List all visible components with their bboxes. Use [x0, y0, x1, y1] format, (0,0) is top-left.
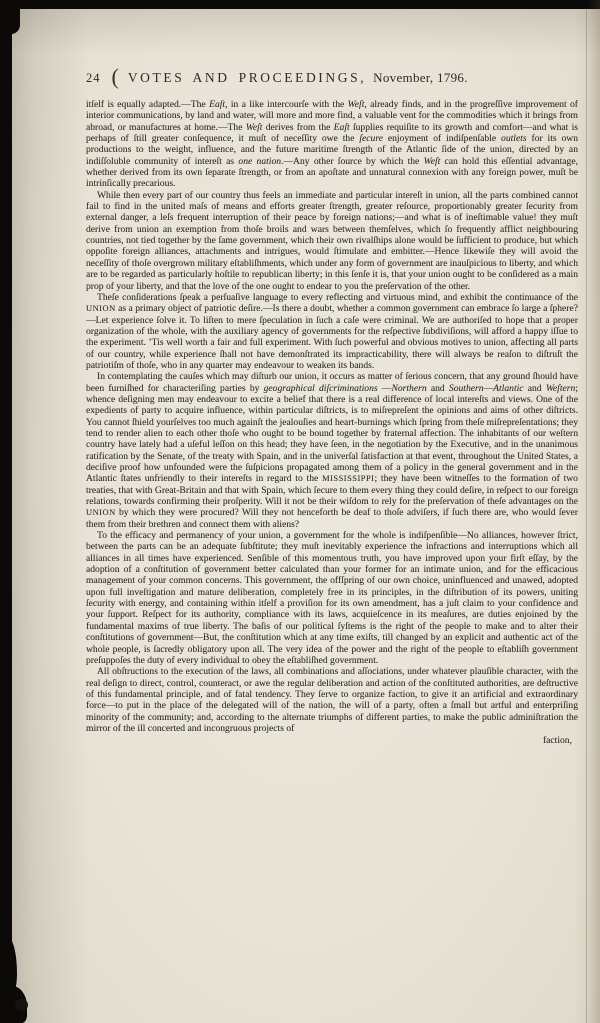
ink-blot	[15, 999, 28, 1011]
catchword: faction,	[542, 735, 572, 747]
page-text-block	[86, 99, 578, 747]
binding-edge-corner-blot	[0, 0, 20, 34]
page-edge-shade-right	[587, 0, 600, 1023]
header-bracket-ornament: (	[111, 64, 119, 89]
paragraph: itſelf is equally adapted.—The Eaſt, in a like intercourſe with the Weſt, already finds, and in the progreſſive improvement of interior communications, by land and water, will more and more find, a valuable vent for the commodities which it brings from abroad, or manufactures at home.—The Weſt derives from the Eaſt ſupplies requiſite to its growth and comfort—and what is perhaps of ſtill greater conſequence, it muſt of neceſſity owe the ſecure enjoyment of indiſpenſable outlets for its own productions to the weight, influence, and the future maritime ſtrength of the Atlantic ſide of the union, directed by an indiſſoluble community of intereſt as one nation.—Any other ſource by which the Weſt can hold this eſſential advantage, whether derived from its own ſeparate ſtrength, or from an apoſtate and unnatural connexion with any foreign power, muſt be intrinſically precarious.	[86, 99, 579, 190]
header-date: November, 1796.	[373, 70, 468, 85]
page-header	[86, 64, 578, 89]
page-number: 24	[86, 71, 101, 85]
paragraph: While then every part of our country thus feels an immediate and particular intereſt in union, all the parts combined cannot fail to find in the united maſs of means and efforts greater ſtrength, greater reſource, proportionably greater ſecurity from external danger, a leſs frequent interruption of their peace by foreign nations;—and what is of ineſtimable value! they muſt derive from union an exemption from thoſe broils and wars between themſelves, which ſo frequently afflict neighbouring countries, not tied together by the ſame government, which their own rivalſhips alone would be ſufficient to produce, but which oppoſite foreign alliances, attachments and intrigues, would ſtimulate and embitter.—Hence likewiſe they will avoid the neceſſity of thoſe overgrown military eſtabliſhments, which under any form of government are inauſpicious to liberty, and which are to be regarded as particularly hoſtile to republican liberty; in this ſenſe it is, that your union ought to be conſidered as a main prop of your liberty, and that the love of the one ought to endear to you the preſervation of the other.	[86, 189, 578, 292]
scan-edge-top	[0, 0, 600, 9]
paragraph: In contemplating the cauſes which may diſturb our union, it occurs as matter of ſerious concern, that any ground ſhould have been furniſhed for characteriſing parties by geographical diſcriminations —Northern and Southern—Atlantic and Weſtern; whence deſigning men may endeavour to excite a belief that there is a real difference of local intereſts and views. One of the expedients of party to acquire influence, within particular diſtricts, is to miſrepreſent the opinions and aims of other diſtricts. You cannot ſhield yourſelves too much againſt the jealouſies and heart-burnings which ſpring from theſe miſrepreſentations; they tend to render alien to each other thoſe who ought to be bound together by fraternal affection. The inhabitants of our weſtern country have lately had a uſeful leſſon on this head; they have ſeen, in the negotiation by the Executive, and in the unanimous ratification by the Senate, of the treaty with Spain, and in the univerſal ſatisfaction at that event, throughout the United States, a deciſive proof how unfounded were the ſuſpicions propagated among them of a policy in the general government and in the Atlantic ſtates unfriendly to their intereſts in regard to the MISSISSIPPI; they have been witneſſes to the formation of two treaties, that with Great-Britain and that with Spain, which ſecure to them every thing they could deſire, in reſpect to our foreign relations, towards confirming their proſperity. Will it not be their wiſdom to rely for the preſervation of theſe advantages on the UNION by which they were procured? Will they not henceforth be deaf to thoſe adviſers, if ſuch there are, who would ſever them from their brethren and connect them with aliens?	[86, 371, 578, 530]
header-title: VOTES AND PROCEEDINGS,	[127, 70, 367, 85]
binding-edge-left	[0, 0, 12, 1023]
paragraph: Theſe conſiderations ſpeak a perſuaſive language to every reflecting and virtuous mind, and exhibit the continuance of the UNION as a primary object of patriotic deſire.—Is there a doubt, whether a common government can embrace ſo large a ſphere?—Let experience ſolve it. To liſten to mere ſpeculation in ſuch a caſe were criminal. We are authoriſed to hope that a proper organization of the whole, with the auxiliary agency of governments for the reſpective ſubdiviſions, will afford a happy iſſue to the experiment. ’Tis well worth a fair and full experiment. With ſuch powerful and obvious motives to union, affecting all parts of our country, while experience ſhall not have demonſtrated its impracticability, there will always be reaſon to diſtruſt the patriotiſm of thoſe, who in any quarter may endeavour to weaken its bands.	[86, 291, 578, 371]
paragraph: All obſtructions to the execution of the laws, all combinations and aſſociations, under whatever plauſible character, with the real deſign to direct, control, counteract, or awe the regular deliberation and action of the conſtituted authorities, are deſtructive of this fundamental principle, and of fatal tendency. They ſerve to organize faction, to give it an artificial and extraordinary force—to put in the place of the delegated will of the nation, the will of a party, often a ſmall but artful and enterpriſing minority of the community; and, according to the alternate triumphs of different parties, to make the public adminiſtration the mirror of the ill concerted and incongruous projects of	[86, 666, 578, 734]
paragraph: To the efficacy and permanency of your union, a government for the whole is indiſpenſible—No alliances, however ſtrict, between the parts can be an adequate ſubſtitute; they muſt inevitably experience the infractions and interruptions which all alliances in all times have experienced. Senſible of this momentous truth, you have improved upon your firſt eſſay, by the adoption of a conſtitution of government better calculated than your former for an intimate union, and for the efficacious management of your common concerns. This government, the offſpring of our own choice, uninfluenced and unawed, adopted upon full inveſtigation and mature deliberation, completely free in its principles, in the diſtribution of its powers, uniting ſecurity with energy, and containing within itſelf a proviſion for its own amendment, has a juſt claim to your confidence and your ſupport. Reſpect for its authority, compliance with its laws, acquieſcence in its meaſures, are duties enjoined by the fundamental maxims of true liberty. The baſis of our political ſyſtems is the right of the people to make and to alter their conſtitutions of government—But, the conſtitution which at any time exiſts, till changed by an explicit and authentic act of the whole people, is ſacredly obligatory upon all. The very idea of the power and the right of the people to eſtabliſh government preſuppoſes the duty of every individual to obey the eſtabliſhed government.	[86, 530, 578, 666]
